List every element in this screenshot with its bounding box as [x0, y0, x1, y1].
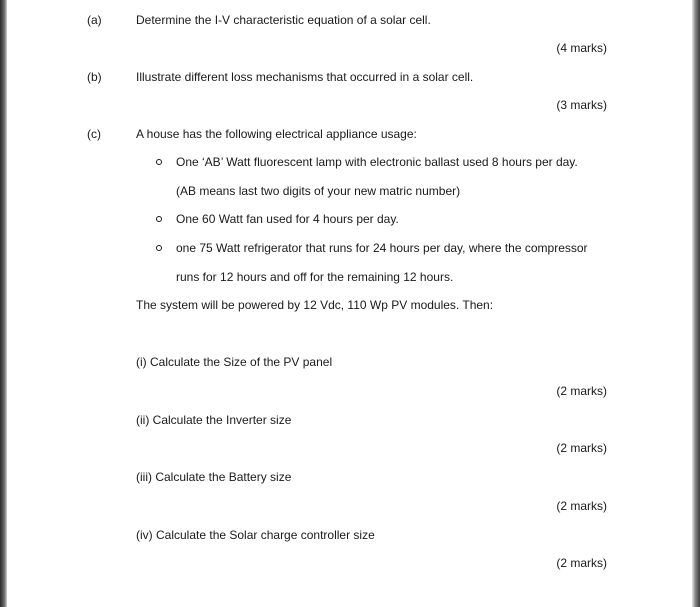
bullet-icon: [156, 216, 162, 222]
question-a-marks: (4 marks): [556, 41, 607, 55]
appliance-refrigerator-cont: runs for 12 hours and off for the remaining 12 hours.: [176, 270, 454, 284]
part-i-text: (i) Calculate the Size of the PV panel: [136, 355, 333, 369]
part-iii-marks: (2 marks): [556, 499, 607, 513]
question-a-label: (a): [87, 13, 102, 27]
question-c-intro: A house has the following electrical appliance usage:: [136, 127, 417, 141]
appliance-refrigerator: one 75 Watt refrigerator that runs for 24 hours per day, where the compressor: [176, 241, 588, 255]
part-i-marks: (2 marks): [556, 384, 607, 398]
question-a-text: Determine the I-V characteristic equation of a solar cell.: [136, 13, 431, 27]
page-edge-left: [0, 0, 7, 607]
bullet-icon: [156, 159, 162, 165]
question-b-label: (b): [87, 70, 102, 84]
question-c-label: (c): [87, 127, 101, 141]
appliance-lamp: One ‘AB’ Watt fluorescent lamp with electronic ballast used 8 hours per day.: [176, 155, 578, 169]
system-description: The system will be powered by 12 Vdc, 110 Wp PV modules. Then:: [136, 298, 494, 312]
page-edge-right: [692, 0, 700, 607]
appliance-lamp-note: (AB means last two digits of your new matric number): [176, 184, 461, 198]
question-b-text: Illustrate different loss mechanisms that occurred in a solar cell.: [136, 70, 474, 84]
part-ii-text: (ii) Calculate the Inverter size: [136, 413, 292, 427]
part-iv-marks: (2 marks): [556, 556, 607, 570]
appliance-fan: One 60 Watt fan used for 4 hours per day.: [176, 212, 399, 226]
question-b-marks: (3 marks): [556, 98, 607, 112]
part-ii-marks: (2 marks): [556, 441, 607, 455]
part-iv-text: (iv) Calculate the Solar charge controller size: [136, 528, 375, 542]
part-iii-text: (iii) Calculate the Battery size: [136, 470, 292, 484]
bullet-icon: [156, 245, 162, 251]
